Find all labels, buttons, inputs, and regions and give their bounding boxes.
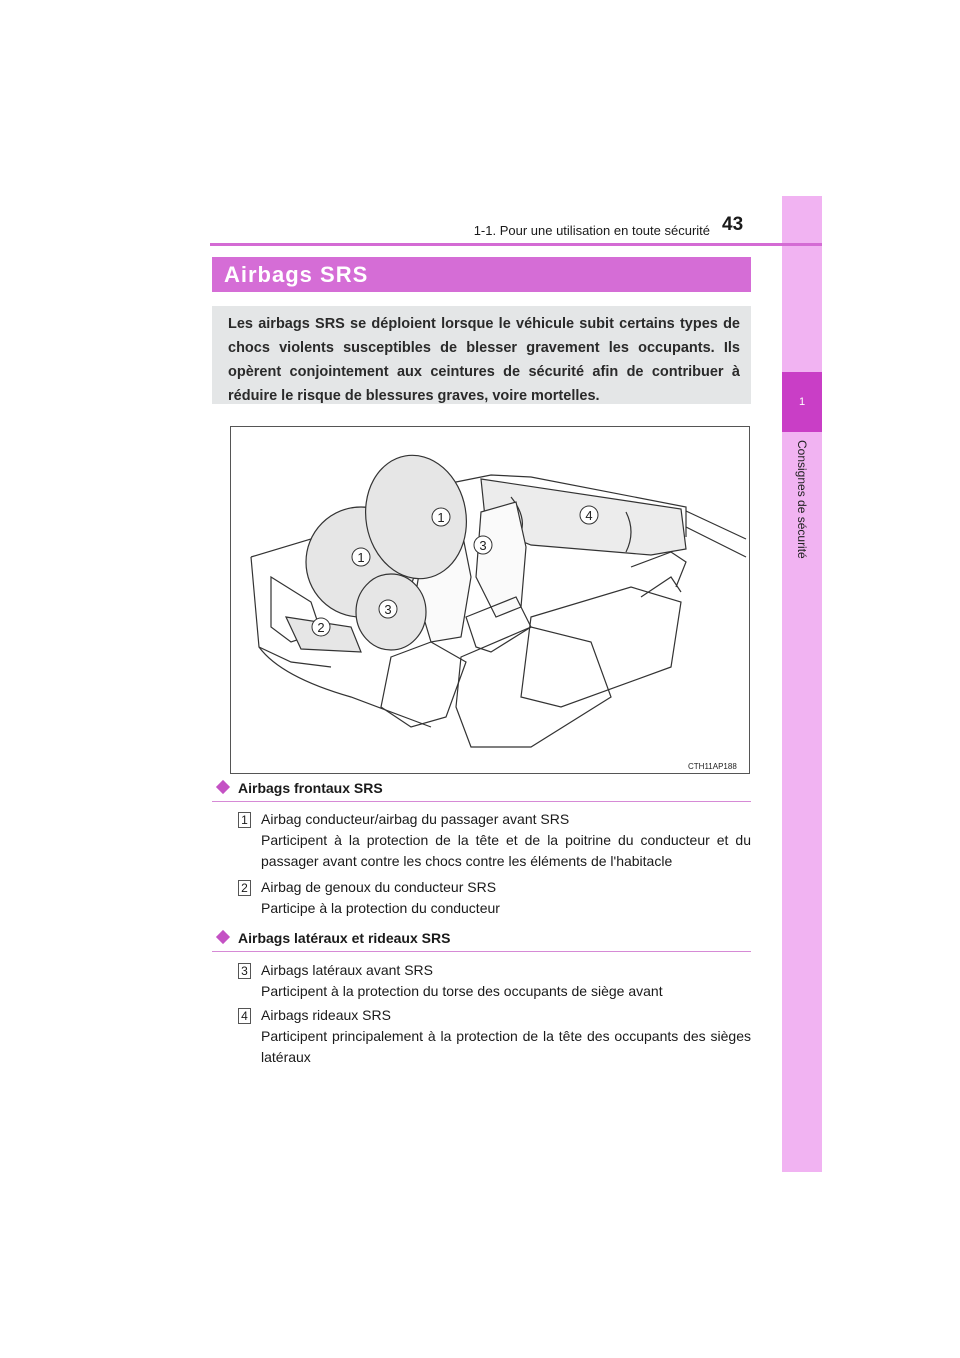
section-rule [212,951,751,952]
chapter-label: Consignes de sécurité [795,440,809,559]
header-rule [210,243,822,246]
item-number: 2 [238,880,251,896]
figure-code: CTH11AP188 [688,762,737,771]
item-title: Airbag conducteur/airbag du passager avant SRS [261,811,570,827]
item-4-text [261,1005,751,1068]
section-rule [212,801,751,802]
diamond-icon [216,780,230,794]
callout-4: 4 [585,508,593,523]
item-desc: Participe à la protection du conducteur [261,900,500,916]
section-title: 1-1. Pour une utilisation en toute sécurité [473,223,710,238]
callout-1b: 1 [357,550,365,565]
page-number: 43 [722,214,744,235]
item-number: 4 [238,1008,251,1024]
callout-3b: 3 [384,602,392,617]
item-3-text [261,960,751,1002]
chapter-label-wrap [782,440,822,580]
section-heading-side: Airbags latéraux et rideaux SRS [218,930,450,946]
item-1-text [261,809,751,872]
item-title: Airbag de genoux du conducteur SRS [261,879,497,895]
item-2-text [261,877,751,919]
page-title: Airbags SRS [224,262,369,287]
chapter-side-tab [782,196,822,1172]
chapter-number: 1 [782,372,822,432]
item-title: Airbags latéraux avant SRS [261,962,433,978]
intro-text: Les airbags SRS se déploient lorsque le véhicule subit certains types de chocs violents susceptibles de blesser gravement les occupants. Ils opèrent conjointement aux ceintures de sécurité afin de contribuer à réduire le risque de blessures graves, voire mortelles. [228,316,740,404]
item-title: Airbags rideaux SRS [261,1007,391,1023]
diamond-icon [216,930,230,944]
item-desc: Participent principalement à la protection de la tête des occupants des sièges latéraux [261,1028,751,1065]
callout-1: 1 [437,510,445,525]
item-number: 1 [238,812,251,828]
item-number: 3 [238,963,251,979]
section-heading-frontal: Airbags frontaux SRS [218,780,383,796]
callout-2: 2 [317,620,325,635]
car-interior-drawing [231,427,749,773]
airbag-illustration [230,426,750,774]
item-desc: Participent à la protection de la tête et de la poitrine du conducteur et du passager avant contre les chocs contre les éléments de l'habitacle [261,832,751,869]
item-desc: Participent à la protection du torse des occupants de siège avant [261,983,663,999]
callout-3: 3 [479,538,487,553]
